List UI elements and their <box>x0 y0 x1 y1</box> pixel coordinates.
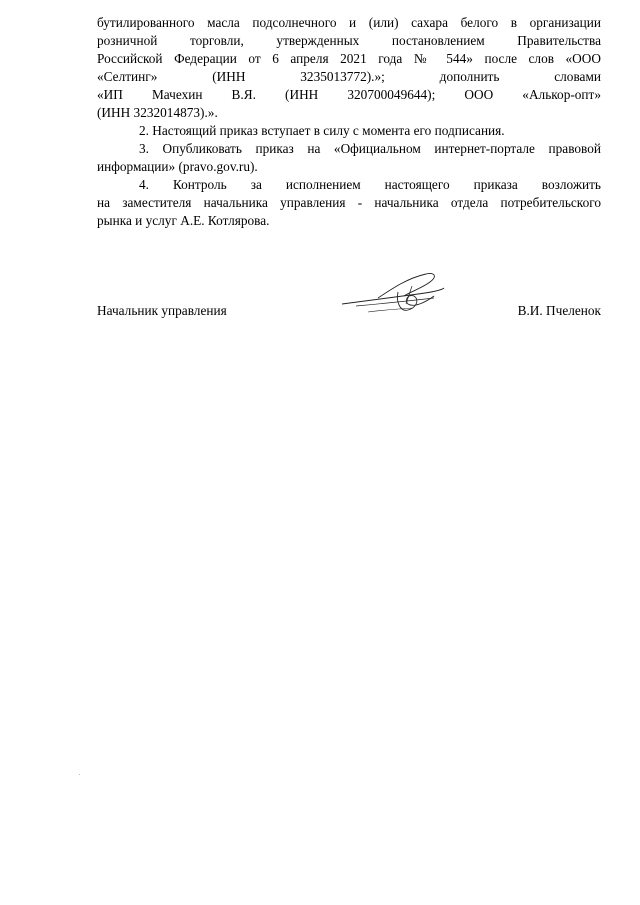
document-body <box>97 14 601 230</box>
text-line: на заместителя начальника управления - начальника отдела потребительского <box>97 195 601 210</box>
text-line: (ИНН 3232014873).». <box>97 105 218 120</box>
item-4 <box>97 176 601 230</box>
text-line: рынка и услуг А.Е. Котлярова. <box>97 213 270 228</box>
text-line: розничной торговли, утвержденных постановлением Правительства <box>97 33 601 48</box>
text-line: информации» (pravo.gov.ru). <box>97 159 258 174</box>
text-line: бутилированного масла подсолнечного и (или) сахара белого в организации <box>97 15 601 30</box>
item-3 <box>97 140 601 176</box>
text-line: Российской Федерации от 6 апреля 2021 года № 544» после слов «ООО <box>97 51 601 66</box>
text-line: 3. Опубликовать приказ на «Официальном интернет-портале правовой <box>139 141 601 156</box>
text-line: «ИП Мачехин В.Я. (ИНН 320700049644); ООО «Алькор-опт» <box>97 87 601 102</box>
text-line: 2. Настоящий приказ вступает в силу с момента его подписания. <box>139 123 505 138</box>
item-2 <box>97 122 601 140</box>
signature-block <box>97 302 601 322</box>
signatory-name: В.И. Пчеленок <box>517 303 601 318</box>
text-line: 4. Контроль за исполнением настоящего приказа возложить <box>139 177 601 192</box>
scan-speck <box>79 774 80 775</box>
paragraph-continuation <box>97 14 601 122</box>
signatory-position: Начальник управления <box>97 303 227 318</box>
text-line: «Селтинг» (ИНН 3235013772).»; дополнить словами <box>97 69 601 84</box>
